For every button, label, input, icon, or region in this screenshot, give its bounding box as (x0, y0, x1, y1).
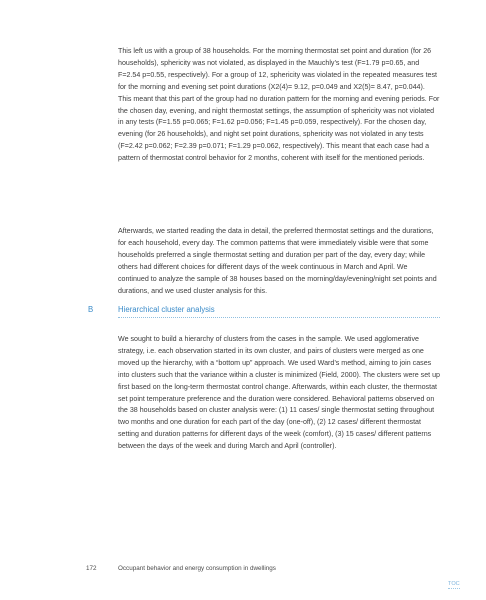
section-letter: B (88, 305, 94, 314)
body-paragraph-2: Afterwards, we started reading the data in detail, the preferred thermostat settings and the durations, for each household, every day. The common patterns that were immediately visible were that some households preferred a single thermostat setting and duration per part of the day, every day; while others had different choices for different days of the week continuous in March and April. We continued to analyze the sample of 38 houses based on the morning/day/evening/night set points and durations, and we used cluster analysis for this. (118, 227, 437, 295)
section-heading (84, 305, 444, 321)
section-divider (118, 317, 440, 318)
toc-link[interactable]: TOC (448, 581, 460, 587)
page-number: 172 (86, 565, 97, 572)
body-paragraph-1: This left us with a group of 38 households. For the morning thermostat set point and duration (for 26 households), sphericity was not violated, as displayed in the Mauchly’s test (F=1.79 p=0.65, and F=2.54 p=0.55, respectively). For a group of 12, sphericity was violated in the repeated measures test for the morning and evening set point durations (X2(4)= 9.12, p=0.049 and X2(5)= 8.47, p=0.044). This meant that this part of the group had no duration pattern for the morning and evening periods. For the chosen day, evening, and night thermostat settings, the assumption of sphericity was not violated in any tests (F=1.55 p=0.065; F=1.62 p=0.056; F=1.45 p=0.059, respectively). For the chosen day, evening (for 26 households), and night set point durations, sphericity was not violated in any tests (F=2.42 p=0.062; F=2.39 p=0.071; F=1.29 p=0.062, respectively). This meant that each case had a pattern of thermostat control behavior for 2 months, coherent with itself for the mentioned periods. (118, 47, 440, 163)
running-title: Occupant behavior and energy consumption in dwellings (118, 565, 276, 572)
section-title: Hierarchical cluster analysis (118, 305, 215, 314)
body-paragraph-3: We sought to build a hierarchy of clusters from the cases in the sample. We used agglomerative strategy, i.e. each observation started in its own cluster, and pairs of clusters were merged as one moved up the hierarchy, with a “bottom up” approach. We used Ward’s method, aiming to join cases into clusters such that the variance within a cluster is minimized (Field, 2000). The clusters were set up first based on the long-term thermostat control change. Afterwards, within each cluster, the thermostat set point temperature preference and the duration were considered. Behavioral patterns observed on the 38 households based on cluster analysis were: (1) 11 cases/ single thermostat setting throughout two months and one duration for each part of the day (one-off), (2) 12 cases/ different thermostat setting and duration patterns for different days of the week (comfort), (3) 15 cases/ different patterns between the days of the week and during March and April (controller). (118, 335, 440, 451)
